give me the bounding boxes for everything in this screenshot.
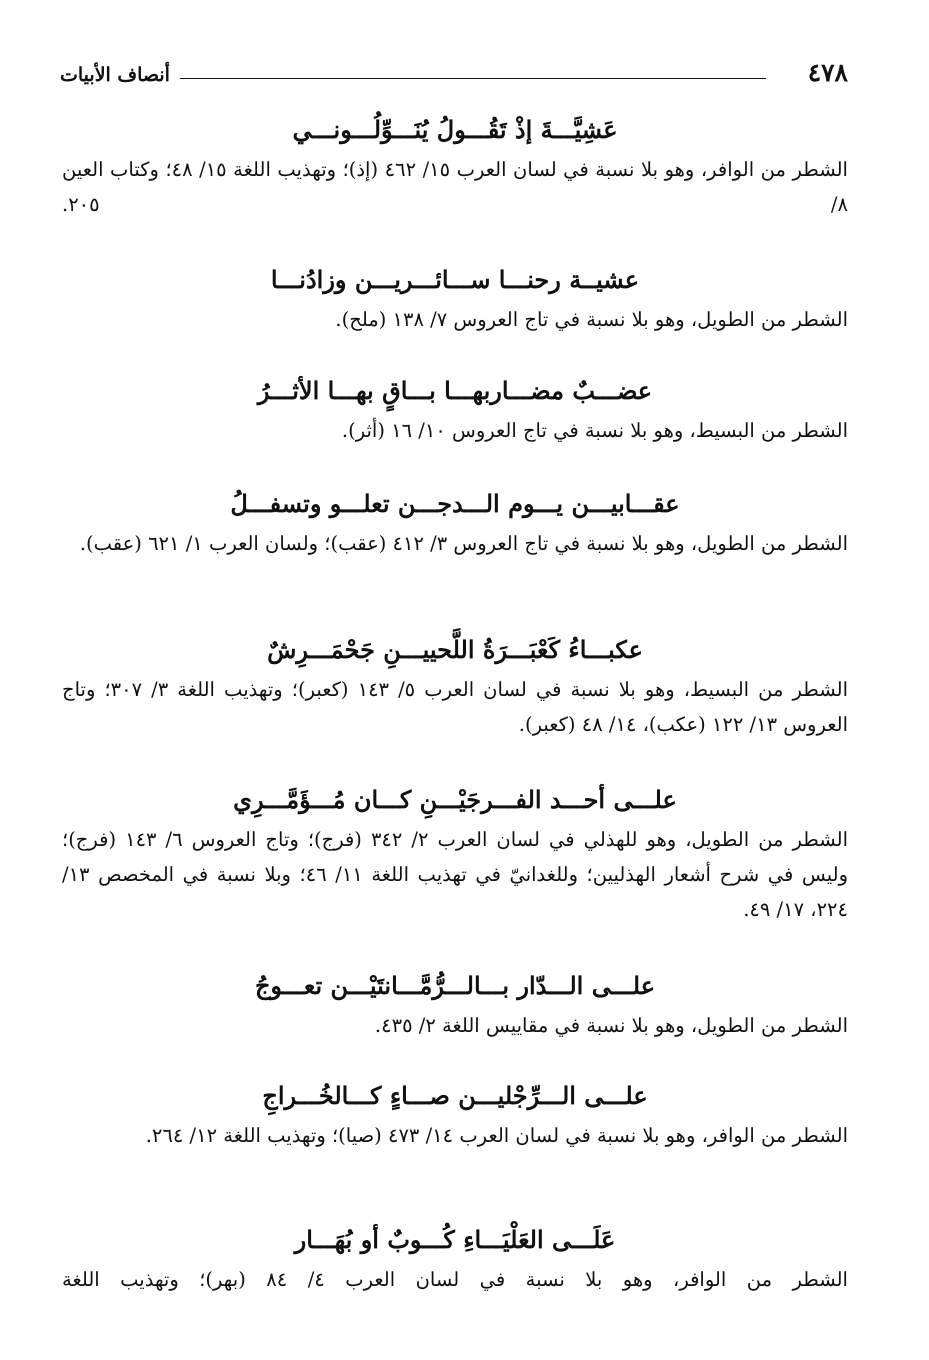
verse-entry (62, 112, 848, 222)
page-header (60, 58, 848, 92)
citation-text: الشطر من الوافر، وهو بلا نسبة في لسان العرب ١٥/ ٤٦٢ (إذ)؛ وتهذيب اللغة ١٥/ ٤٨؛ وكتاب العين ٨/ ٢٠٥. (62, 158, 848, 216)
verse-entry (62, 373, 848, 448)
citation-text: الشطر من البسيط، وهو بلا نسبة في لسان العرب ٥/ ١٤٣ (كعبر)؛ وتهذيب اللغة ٣/ ٣٠٧؛ وتاج العروس ١٣/ ١٢٢ (عكب)، ١٤/ ٤٨ (كعبر). (62, 678, 848, 736)
citation-text: الشطر من البسيط، وهو بلا نسبة في تاج العروس ١٠/ ١٦ (أثر). (341, 419, 848, 442)
verse-line: عقـــابيـــن يـــوم الـــدجـــن تعلـــو وتسفـــلُ (230, 489, 680, 518)
citation-text: الشطر من الطويل، وهو للهذلي في لسان العرب ٢/ ٣٤٢ (فرج)؛ وتاج العروس ٦/ ١٤٣ (فرج)؛ وليس في شرح أشعار الهذليين؛ وللغدانيّ في تهذيب اللغة ١١/ ٤٦؛ وبلا نسبة في المخصص ١٣/ ٢٢٤، ١٧/ ٤٩. (62, 828, 849, 921)
running-title: أنصاف الأبيات (60, 64, 170, 86)
verse-line: عشيــة رحنـــا ســـائـــريـــن وزادُنـــا (270, 265, 640, 294)
citation-text: الشطر من الطويل، وهو بلا نسبة في تاج العروس ٧/ ١٣٨ (ملح). (335, 308, 848, 331)
page-number: ٤٧٨ (807, 58, 848, 87)
verse-line: عكبـــاءُ كَعْبَـــرَةُ اللَّحييـــنِ جَحْمَـــرِشٌ (267, 635, 643, 664)
verse-line: علـــى الـــرِّجْليـــن صـــاءٍ كـــالخُـــراجِ (262, 1081, 648, 1110)
verse-line: علـــى أحـــد الفـــرجَيْـــنِ كـــان مُـــؤَمَّـــرِي (233, 785, 677, 814)
citation-text: الشطر من الوافر، وهو بلا نسبة في لسان العرب ١٤/ ٤٧٣ (صيا)؛ وتهذيب اللغة ١٢/ ٢٦٤. (145, 1124, 848, 1147)
verse-line: علـــى الـــدّار بـــالـــرُّمَّـــانتَيْـــن تعـــوجُ (254, 971, 656, 1000)
verse-entry (62, 1078, 848, 1153)
verse-entry (62, 968, 848, 1043)
verse-entry (62, 486, 848, 561)
verse-line: عَلَـــى العَلْيَـــاءِ كُـــوبٌ أو بُهَـــار (294, 1225, 616, 1254)
citation-text: الشطر من الوافر، وهو بلا نسبة في لسان العرب ٤/ ٨٤ (بهر)؛ وتهذيب اللغة (62, 1268, 848, 1291)
verse-entry (62, 632, 848, 742)
header-rule (180, 78, 766, 79)
verse-entry (62, 1222, 848, 1297)
citation-text: الشطر من الطويل، وهو بلا نسبة في مقاييس اللغة ٢/ ٤٣٥. (374, 1014, 848, 1037)
verse-line: عَشِيَّـــةَ إذْ تَقُـــولُ يُنَـــوِّلُـــونـــي (292, 115, 618, 144)
verse-line: عضـــبٌ مضـــاربهـــا بـــاقٍ بهـــا الأثـــرُ (257, 376, 653, 405)
citation-text: الشطر من الطويل، وهو بلا نسبة في تاج العروس ٣/ ٤١٢ (عقب)؛ ولسان العرب ١/ ٦٢١ (عقب). (79, 532, 848, 555)
verse-entry (62, 262, 848, 337)
verse-entry (62, 782, 848, 927)
